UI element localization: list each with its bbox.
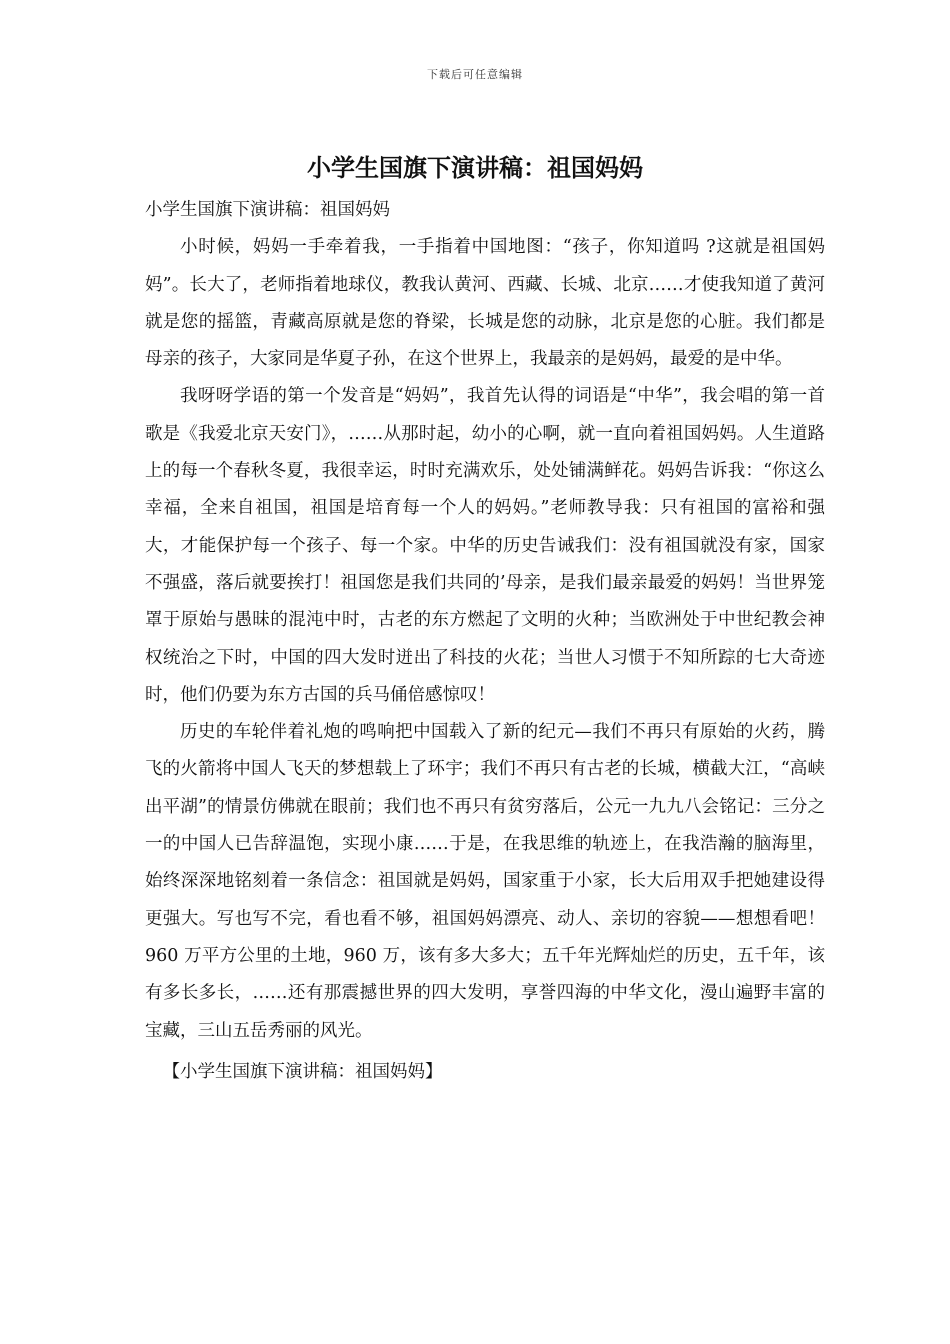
paragraph-3: 历史的车轮伴着礼炮的鸣响把中国载入了新的纪元—我们不再只有原始的火药，腾飞的火箭将中国人飞天的梦想载上了环宇；我们不再只有古老的长城，横截大江，“高峡出平湖”的情景仿佛就在眼前；我们也不再只有贫穷落后，公元一九九八会铭记：三分之一的中国人已告辞温饱，实现小康……于是，在我思维的轨迹上，在我浩瀚的脑海里，始终深深地铭刻着一条信念：祖国就是妈妈，国家重于小家，长大后用双手把她建设得更强大。写也写不完，看也看不够，祖国妈妈漂亮、动人、亲切的容貌——想想看吧！960 万平方公里的土地，960 万，该有多大多大；五千年光辉灿烂的历史，五千年，该有多长多长，……还有那震撼世界的四大发明，享誉四海的中华文化，漫山遍野丰富的宝藏，三山五岳秀丽的风光。 [145,722,825,1041]
document-body [145,192,825,1091]
closing-line: 【小学生国旗下演讲稿：祖国妈妈】 [162,1061,443,1082]
subtitle-line: 小学生国旗下演讲稿：祖国妈妈 [145,200,390,220]
paragraph-1: 小时候，妈妈一手牵着我，一手指着中国地图：“孩子，你知道吗 ?这就是祖国妈妈”。长大了，老师指着地球仪，教我认黄河、西藏、长城、北京……才使我知道了黄河就是您的摇篮，青藏高原就是您的脊梁，长城是您的动脉，北京是您的心脏。我们都是母亲的孩子，大家同是华夏子孙，在这个世界上，我最亲的是妈妈，最爱的是中华。 [145,237,825,370]
page-title: 小学生国旗下演讲稿：祖国妈妈 [307,153,643,182]
header-note: 下载后可任意编辑 [427,68,523,81]
paragraph-2: 我呀呀学语的第一个发音是“妈妈”，我首先认得的词语是“中华”，我会唱的第一首歌是《我爱北京天安门》，……从那时起，幼小的心啊，就一直向着祖国妈妈。人生道路上的每一个春秋冬夏，我很幸运，时时充满欢乐，处处铺满鲜花。妈妈告诉我：“你这么幸福，全来自祖国，祖国是培育每一个人的妈妈。”老师教导我：只有祖国的富裕和强大，才能保护每一个孩子、每一个家。中华的历史告诫我们：没有祖国就没有家，国家不强盛，落后就要挨打！祖国您是我们共同的’母亲，是我们最亲最爱的妈妈！当世界笼罩于原始与愚昧的混沌中时，古老的东方燃起了文明的火种；当欧洲处于中世纪教会神权统治之下时，中国的四大发时迸出了科技的火花；当世人习惯于不知所踪的七大奇迹时，他们仍要为东方古国的兵马俑倍感惊叹！ [145,386,825,705]
